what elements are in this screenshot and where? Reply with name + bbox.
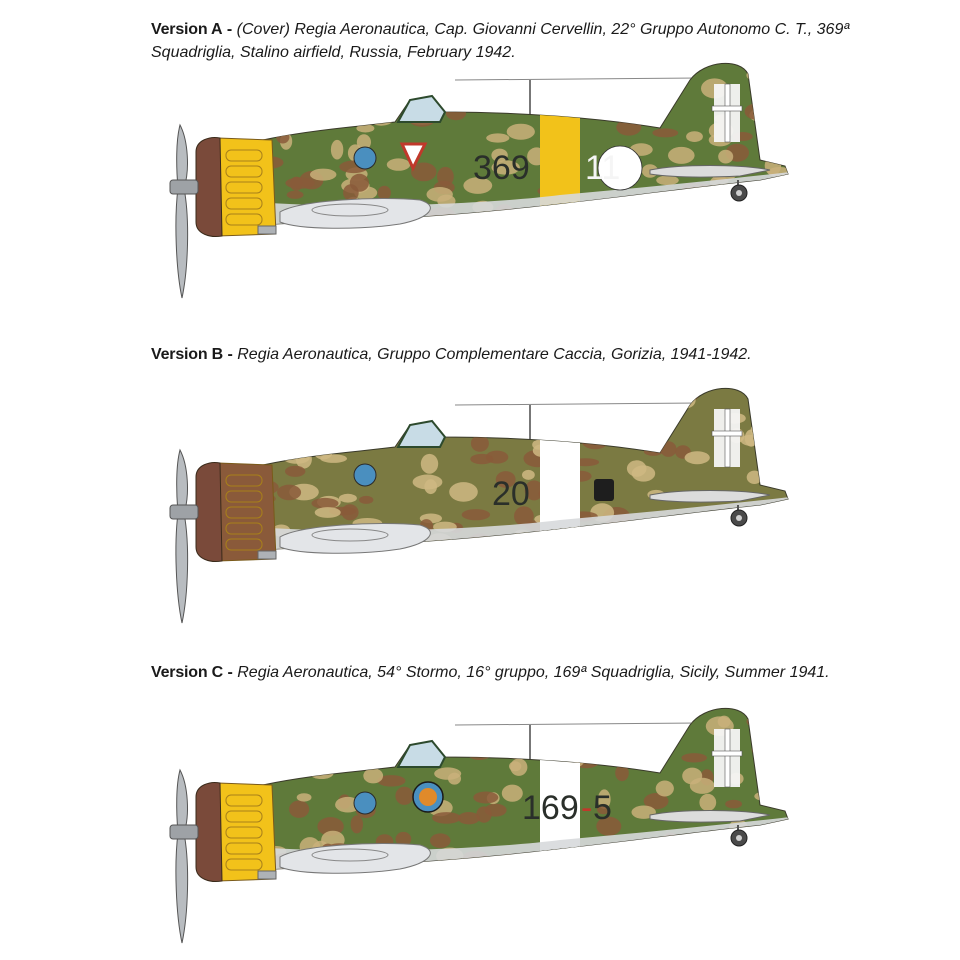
camo-blotch [365,414,392,425]
camo-blotch [219,117,239,126]
camo-blotch [549,536,575,549]
camo-blotch [470,454,493,464]
camo-blotch [310,54,324,67]
camo-blotch [448,773,461,785]
tail-cross-horizontal [712,751,742,756]
camo-blotch [339,380,351,400]
camo-blotch [270,739,291,748]
camo-blotch [570,750,596,764]
fuselage-code-marking [473,149,530,187]
camo-blotch [586,394,598,404]
camo-blotch [557,76,578,85]
camo-blotch [758,540,780,552]
camo-blotch [632,465,655,481]
camo-blotch [761,544,777,553]
tiger-emblem-face [419,788,437,806]
camo-blotch [616,706,633,716]
camo-blotch [730,529,744,547]
camo-blotch [287,72,314,90]
camo-blotch [666,716,692,727]
camo-blotch [218,434,244,450]
camo-blotch [616,119,641,135]
camo-blotch [768,131,791,145]
camo-blotch [660,441,676,457]
camo-blotch [490,864,517,883]
camo-blotch [306,69,324,83]
version-label: Version B [151,346,224,363]
camo-blotch [218,413,243,431]
camo-blotch [643,411,657,423]
camo-blotch [732,857,752,876]
camo-blotch [556,410,579,428]
camo-blotch [432,812,461,824]
camo-blotch [392,722,410,734]
camo-blotch [746,857,760,871]
camo-blotch [287,191,304,199]
camo-blotch [765,156,781,175]
camo-blotch [500,534,513,547]
landing-gear-fairing [258,226,276,234]
camo-blotch [261,434,278,445]
caption-version-b [151,343,871,366]
camo-blotch [319,762,340,771]
propeller-spinner [196,138,222,237]
camo-blotch [263,67,280,75]
camo-blotch [648,416,666,428]
camo-blotch [725,800,742,809]
cockpit-canopy [398,741,445,767]
camo-blotch [464,215,484,230]
propeller-blade-lower [176,833,188,943]
camo-blotch [449,482,478,502]
camo-blotch [277,418,295,429]
camo-blotch [284,452,310,463]
camo-blotch [686,131,703,142]
camo-blotch [238,731,264,747]
camo-blotch [371,54,396,66]
landing-gear-fairing [258,871,276,879]
tailwheel-hub [736,515,742,521]
camo-blotch [331,140,343,160]
camo-blotch [308,732,321,752]
camo-blotch [762,51,785,71]
camo-blotch [614,56,628,68]
camo-blotch [260,76,289,93]
airframe [170,705,790,943]
aircraft-profile-version-b [0,365,960,635]
version-description: Regia Aeronautica, Gruppo Complementare Caccia, Gorizia, 1941-1942. [237,346,752,363]
camo-blotch [491,386,509,398]
propeller-blade-upper [177,770,188,833]
propeller-blade-lower [176,188,188,298]
camo-blotch [656,222,676,235]
fuselage-code-separator: - [581,789,593,827]
camo-blotch [228,440,250,449]
camo-blotch [628,73,654,91]
antenna-wire [455,78,700,80]
camo-blotch [706,857,726,873]
camo-blotch [263,60,287,76]
camo-blotch [526,59,544,70]
camo-blotch [613,218,631,230]
camo-blotch [467,728,496,744]
propeller-blade-upper [177,450,188,513]
camo-blotch [408,73,423,82]
camo-blotch [429,80,446,91]
camo-blotch [383,737,407,753]
camo-blotch [492,536,505,547]
camo-blotch [757,762,769,779]
camo-blotch [339,494,357,503]
camo-blotch [639,88,664,103]
camo-blotch [222,385,238,396]
fuselage-band [540,385,580,585]
camo-blotch [763,99,789,110]
antenna-wire [455,403,700,405]
camo-blotch [702,544,723,559]
landing-gear-fairing [258,551,276,559]
camo-blotch [522,380,539,397]
camo-blotch [718,716,731,728]
caption-version-c [151,661,871,684]
camo-blotch [431,713,447,724]
fuselage-band [540,60,580,260]
camo-blotch [647,740,670,754]
camo-blotch [458,812,480,824]
camo-blotch [641,839,654,856]
camo-blotch [718,150,733,164]
propeller-blade-lower [176,513,188,623]
camo-blotch [755,210,780,226]
camo-blotch [378,186,391,200]
camo-blotch [507,124,535,140]
camo-blotch [433,386,457,405]
camo-blotch [277,485,301,501]
fuselage-code-text: 20 [492,475,530,513]
camo-blotch [468,748,492,760]
camo-blotch [424,395,448,408]
camo-blotch [752,742,780,758]
camo-blotch [430,71,446,79]
camo-blotch [262,102,286,122]
camo-blotch [473,792,498,804]
camo-blotch [223,74,244,91]
camo-blotch [623,758,638,768]
camo-blotch [454,732,480,743]
camo-blotch [682,768,702,785]
camo-blotch [481,536,509,548]
camo-blotch [656,412,672,430]
camo-blotch [229,426,251,444]
camo-blotch [687,383,700,400]
camo-blotch [310,169,336,181]
camo-blotch [314,446,332,460]
camo-blotch [238,442,252,461]
camo-blotch [509,761,521,771]
airframe [170,378,790,623]
camo-blotch [747,715,776,729]
camo-blotch [750,705,773,725]
camo-blotch [285,736,298,744]
camo-blotch [628,739,644,755]
tail-code-text: 11 [585,149,621,187]
propeller-hub [170,180,198,194]
camo-blotch [647,847,669,859]
camo-blotch [734,853,758,872]
camo-blotch [433,402,446,413]
tailwheel-hub [736,190,742,196]
camo-blotch [297,793,312,801]
camo-blotch [246,97,268,111]
antenna-wire [455,723,700,725]
caption-separator: - [223,664,238,681]
camo-blotch [586,101,616,114]
camo-blotch [748,191,762,202]
camo-blotch [448,870,477,879]
camo-blotch [594,721,608,735]
propeller-spinner [196,463,222,562]
propeller-hub [170,505,198,519]
camo-blotch [446,106,466,120]
camo-blotch [656,781,674,797]
camo-blotch [505,58,520,74]
camo-blotch [462,509,490,520]
caption-separator: - [222,21,237,38]
tailwheel-hub [736,835,742,841]
camo-blotch [289,801,309,818]
camo-blotch [387,158,410,170]
tail-cross-vertical [725,84,730,142]
unit-emblem [354,792,376,814]
camo-blotch [319,722,341,735]
camo-blotch [341,504,358,520]
aircraft-profile-version-c [0,685,960,955]
camo-blotch [552,404,578,418]
camo-blotch [351,815,363,833]
camo-blotch [421,454,438,474]
camo-blotch [220,430,237,440]
camo-blotch [402,409,430,421]
camo-blotch [265,74,290,92]
camo-blotch [315,507,341,518]
camo-blotch [579,84,604,102]
tail-cross-vertical [725,409,730,467]
camo-blotch [681,753,707,762]
camo-blotch [302,753,316,762]
version-label: Version A [151,21,223,38]
camo-blotch [445,734,457,745]
camo-blotch [576,707,592,723]
camo-blotch [497,67,520,80]
camo-blotch [576,96,589,115]
camo-blotch [369,112,394,126]
camo-blotch [582,434,609,450]
unit-emblem [354,147,376,169]
camo-blotch [584,56,599,68]
camo-blotch [363,402,376,412]
camo-blotch [363,768,383,783]
camo-blotch [754,792,774,801]
camo-blotch [497,854,520,872]
camo-blotch [772,511,787,524]
fuselage-code-text: 169 [522,789,579,827]
camo-blotch [652,128,678,137]
unit-emblem [354,464,376,486]
camo-blotch [309,64,338,73]
camo-blotch [685,451,710,464]
camo-blotch [395,787,413,805]
camo-blotch [491,64,512,73]
caption-separator: - [223,346,238,363]
camo-blotch [632,731,657,747]
camo-blotch [751,422,776,439]
camo-blotch [520,62,535,76]
camo-blotch [540,416,566,427]
camo-blotch [350,174,369,192]
camo-blotch [589,207,605,225]
camo-blotch [310,768,334,779]
horse-emblem [594,479,614,501]
camo-blotch [359,496,373,504]
fuselage-code-suffix: 5 [593,789,612,827]
camo-blotch [509,383,523,395]
camo-blotch [387,96,409,107]
tail-cross-horizontal [712,106,742,111]
fuselage-code-text: 369 [473,149,530,187]
camo-blotch [285,177,314,188]
camo-blotch [261,748,274,767]
camo-blotch [285,466,305,477]
camo-blotch [516,858,545,873]
camo-blotch [745,430,758,447]
camo-blotch [427,187,453,202]
cockpit-canopy [398,421,445,447]
camo-blotch [668,147,695,164]
camo-blotch [776,55,792,70]
camo-blotch [222,766,252,776]
version-label: Version C [151,664,224,681]
camo-blotch [502,785,523,802]
camo-blotch [699,794,716,811]
camo-blotch [490,57,515,73]
camo-blotch [413,475,443,490]
camo-blotch [674,391,696,408]
camo-blotch [430,833,451,848]
camo-blotch [226,428,254,445]
camo-blotch [213,104,240,124]
propeller-spinner [196,783,222,882]
camo-blotch [276,131,289,144]
camo-blotch [354,390,373,399]
propeller-hub [170,825,198,839]
tail-cross-vertical [725,729,730,787]
cockpit-canopy [398,96,445,122]
camo-blotch [461,65,483,81]
version-description: Regia Aeronautica, 54° Stormo, 16° gruppo, 169ª Squadriglia, Sicily, Summer 1941. [237,664,830,681]
propeller-blade-upper [177,125,188,188]
camo-blotch [274,125,293,133]
version-description: (Cover) Regia Aeronautica, Cap. Giovanni Cervellin, 22° Gruppo Autonomo C. T., 369ª Squadriglia, Stalino airfield, Russia, February 1942. [151,21,850,61]
camo-blotch [770,528,786,547]
camo-blotch [304,730,318,745]
camo-blotch [689,382,705,392]
tail-cross-horizontal [712,431,742,436]
camo-blotch [732,545,752,561]
camo-blotch [745,103,769,119]
camo-blotch [531,714,561,733]
camo-blotch [310,78,327,92]
camo-blotch [758,190,774,202]
camo-blotch [478,378,502,392]
camo-blotch [630,707,649,722]
camo-blotch [298,111,316,120]
camo-blotch [486,133,509,142]
camo-blotch [330,725,352,739]
camo-blotch [464,400,481,419]
camo-blotch [663,397,684,416]
camo-blotch [650,720,670,733]
aircraft-profile-version-a [0,40,960,310]
